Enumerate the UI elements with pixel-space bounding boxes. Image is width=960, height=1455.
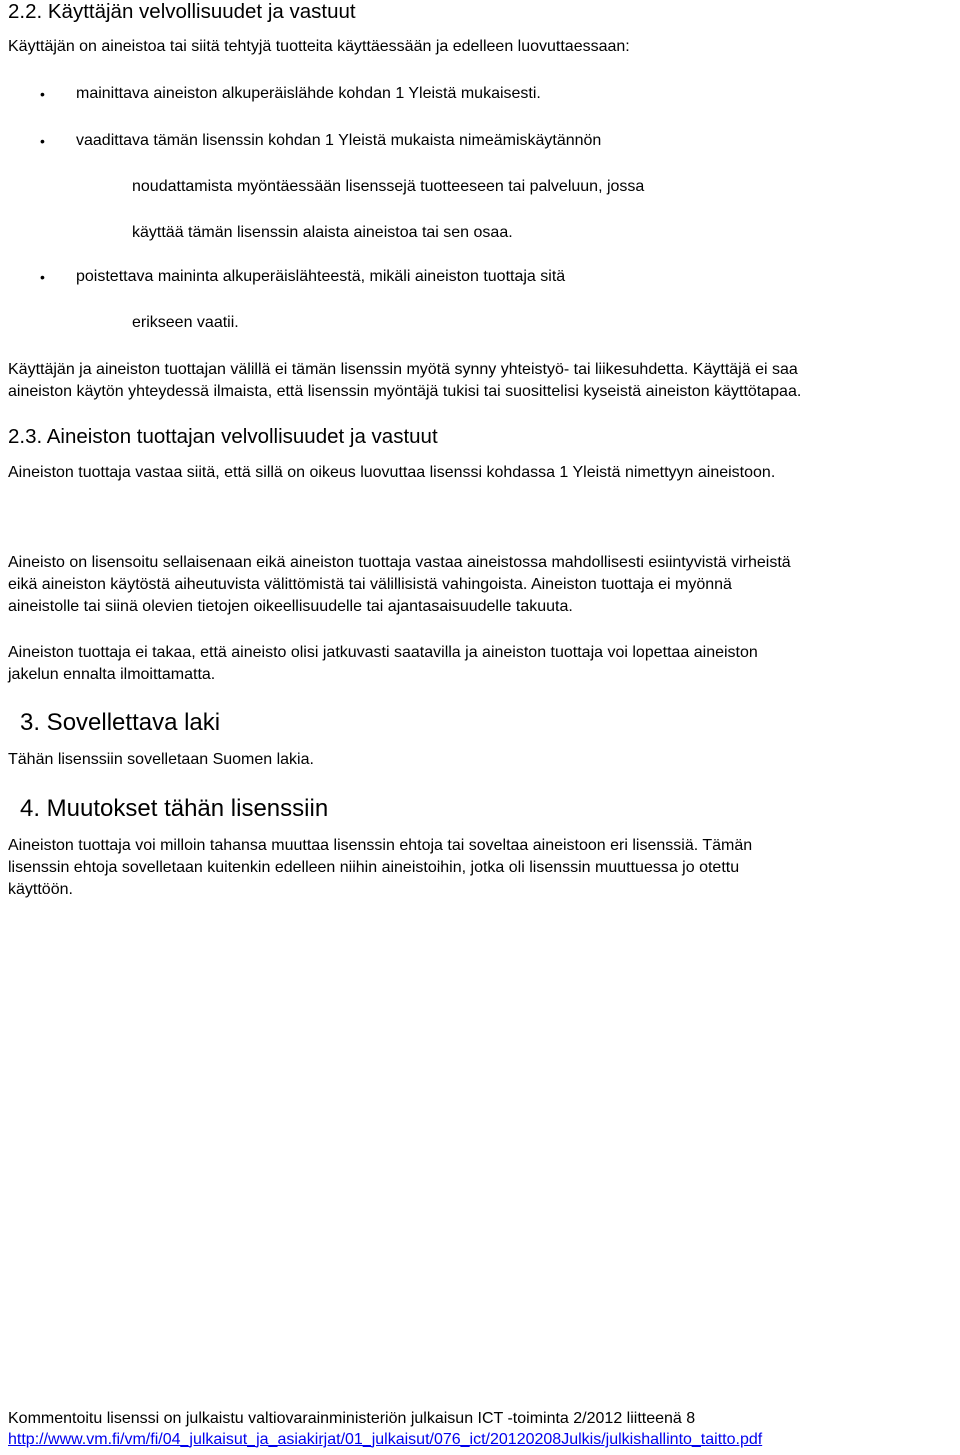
section-heading-2-2: 2.2. Käyttäjän velvollisuudet ja vastuut <box>8 0 356 23</box>
list-item-line: vaadittava tämän lisenssin kohdan 1 Yleistä mukaista nimeämiskäytännön <box>76 132 602 149</box>
section-heading-4: 4. Muutokset tähän lisenssiin <box>20 795 329 822</box>
footer-link[interactable]: http://www.vm.fi/vm/fi/04_julkaisut_ja_asiakirjat/01_julkaisut/076_ict/20120208Julkis/julkishallinto_taitto.pdf <box>8 1431 763 1448</box>
section-heading-3: 3. Sovellettava laki <box>20 709 221 736</box>
paragraph-line: Aineisto on lisensoitu sellaisenaan eikä aineiston tuottaja vastaa aineistossa mahdollisesti esiintyvistä virheistä <box>8 554 791 571</box>
bullet-glyph: • <box>40 86 45 102</box>
footer-note: Kommentoitu lisenssi on julkaistu valtiovarainministeriön julkaisun ICT -toiminta 2/2012 liitteenä 8 <box>8 1410 696 1427</box>
paragraph-line: jakelun ennalta ilmoittamatta. <box>8 666 216 683</box>
list-item-line: noudattamista myöntäessään lisenssejä tuotteeseen tai palveluun, jossa <box>132 178 645 195</box>
section-2-2-intro: Käyttäjän on aineistoa tai siitä tehtyjä tuotteita käyttäessään ja edelleen luovuttaessaan: <box>8 38 630 55</box>
paragraph-line: Aineiston tuottaja ei takaa, että aineisto olisi jatkuvasti saatavilla ja aineiston tuottaja voi lopettaa aineiston <box>8 644 758 661</box>
list-item-line: erikseen vaatii. <box>132 314 239 331</box>
bullet-glyph: • <box>40 133 45 149</box>
section-heading-2-3: 2.3. Aineiston tuottajan velvollisuudet ja vastuut <box>8 425 438 448</box>
section-2-3-paragraph-1: Aineiston tuottaja vastaa siitä, että sillä on oikeus luovuttaa lisenssi kohdassa 1 Yleistä nimettyyn aineistoon. <box>8 464 776 481</box>
bullet-glyph: • <box>40 269 45 285</box>
paragraph-line: eikä aineiston käytöstä aiheutuvista välittömistä tai välillisistä vahingoista. Aineiston tuottaja ei myönnä <box>8 576 732 593</box>
paragraph-line: Käyttäjän ja aineiston tuottajan välillä ei tämän lisenssin myötä synny yhteistyö- tai liikesuhdetta. Käyttäjä ei saa <box>8 361 798 378</box>
paragraph-line: Aineiston tuottaja voi milloin tahansa muuttaa lisenssin ehtoja tai soveltaa aineistoon eri lisenssiä. Tämän <box>8 837 753 854</box>
list-item-line: mainittava aineiston alkuperäislähde kohdan 1 Yleistä mukaisesti. <box>76 85 541 102</box>
list-item-line: käyttää tämän lisenssin alaista aineistoa tai sen osaa. <box>132 224 513 241</box>
list-item-line: poistettava maininta alkuperäislähteestä, mikäli aineiston tuottaja sitä <box>76 268 566 285</box>
paragraph-line: käyttöön. <box>8 881 73 898</box>
paragraph-line: aineistolle tai siinä olevien tietojen oikeellisuudelle tai ajantasaisuudelle takuuta. <box>8 598 573 615</box>
paragraph-line: lisenssin ehtoja sovelletaan kuitenkin edelleen niihin aineistoihin, jotka oli lisenssin muuttuessa jo otettu <box>8 859 740 876</box>
section-3-text: Tähän lisenssiin sovelletaan Suomen lakia. <box>8 751 314 768</box>
paragraph-line: aineiston käytön yhteydessä ilmaista, että lisenssin myöntäjä tukisi tai suosittelisi kyseistä aineiston käyttötapaa. <box>8 383 802 400</box>
